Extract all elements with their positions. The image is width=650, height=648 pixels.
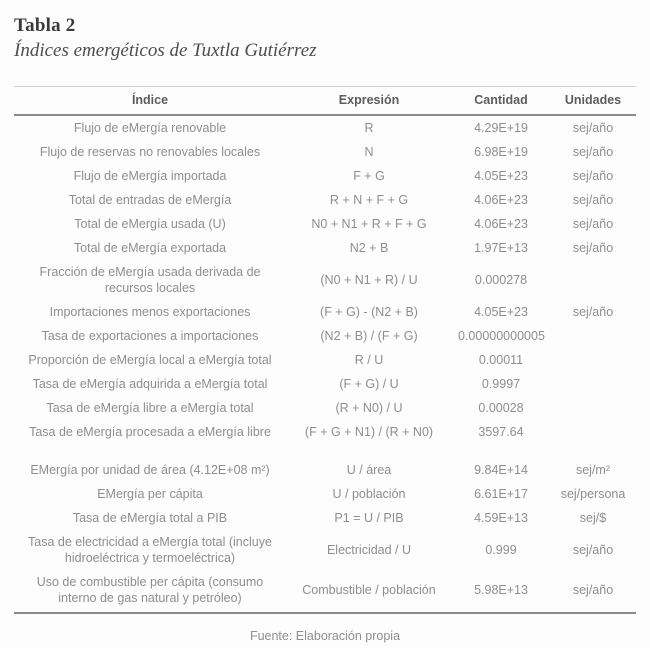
cell-cantidad: 0.999 (485, 543, 517, 557)
cell-cantidad: 0.00000000005 (458, 329, 545, 343)
table-row (14, 372, 636, 396)
cell-cantidad: 4.06E+23 (474, 193, 528, 207)
section-spacer-cell (14, 444, 636, 458)
cell-unidades: sej/año (572, 121, 614, 135)
cell-cantidad: 4.05E+23 (474, 169, 528, 183)
table-title: Tabla 2 (14, 15, 76, 36)
cell-cantidad: 9.84E+14 (474, 463, 528, 477)
table-source-note: Fuente: Elaboración propia (249, 629, 401, 643)
cell-cantidad: 0.000278 (474, 273, 528, 287)
cell-cantidad: 0.00028 (478, 401, 524, 415)
table-row (14, 396, 636, 420)
section-spacer-row (14, 444, 636, 458)
cell-cantidad: 0.9997 (481, 377, 521, 391)
column-header-cantidad: Cantidad (452, 87, 550, 116)
cell-cantidad: 6.98E+19 (474, 145, 528, 159)
cell-indice: Tasa de eMergía total a PIB (72, 511, 228, 525)
cell-unidades (550, 324, 636, 348)
cell-unidades: sej/año (572, 217, 614, 231)
cell-expresion: (N2 + B) / (F + G) (320, 329, 418, 343)
table-row (14, 506, 636, 530)
cell-expresion: U / área (346, 463, 392, 477)
cell-indice: EMergía por unidad de área (4.12E+08 m²) (30, 463, 270, 477)
cell-unidades: sej/persona (560, 487, 626, 501)
cell-expresion: R / U (354, 353, 384, 367)
column-header-indice: Índice (14, 87, 286, 116)
column-header-unidades: Unidades (550, 87, 636, 116)
table-body (14, 115, 636, 613)
table-row (14, 324, 636, 348)
table-row (14, 458, 636, 482)
cell-unidades (550, 372, 636, 396)
cell-cantidad: 0.00011 (478, 353, 524, 367)
cell-indice: Importaciones menos exportaciones (49, 305, 251, 319)
cell-expresion: N (364, 145, 374, 159)
cell-expresion: N0 + N1 + R + F + G (311, 217, 427, 231)
cell-indice: Uso de combustible per cápita (consumo interno de gas natural y petróleo) (14, 570, 286, 613)
table-row (14, 570, 636, 613)
cell-expresion: Electricidad / U (326, 543, 412, 557)
cell-cantidad: 4.06E+23 (474, 217, 528, 231)
cell-expresion: F + G (353, 169, 385, 183)
cell-unidades (550, 396, 636, 420)
cell-indice: Fracción de eMergía usada derivada de recursos locales (39, 265, 261, 295)
table-row (14, 212, 636, 236)
table-row (14, 164, 636, 188)
table-row (14, 420, 636, 444)
cell-unidades: sej/año (572, 241, 614, 255)
cell-expresion: R (364, 121, 374, 135)
cell-expresion: (F + G) / U (339, 377, 399, 391)
cell-indice: Tasa de eMergía procesada a eMergía libre (29, 425, 271, 439)
cell-unidades (550, 348, 636, 372)
cell-expresion: (F + G + N1) / (R + N0) (304, 425, 434, 439)
cell-expresion: N2 + B (349, 241, 389, 255)
cell-unidades: sej/año (572, 305, 614, 319)
table-row (14, 530, 636, 570)
table-row (14, 482, 636, 506)
cell-expresion: (F + G) - (N2 + B) (320, 305, 418, 319)
cell-unidades: sej/año (572, 145, 614, 159)
cell-expresion: P1 = U / PIB (334, 511, 404, 525)
cell-expresion: U / población (332, 487, 406, 501)
cell-unidades (550, 260, 636, 300)
cell-indice: Flujo de eMergía importada (73, 169, 227, 183)
cell-indice: Tasa de electricidad a eMergía total (incluye hidroeléctrica y termoeléctrica) (28, 535, 272, 565)
cell-indice: Tasa de exportaciones a importaciones (41, 329, 259, 343)
cell-indice: Tasa de eMergía libre a eMergía total (46, 401, 254, 415)
cell-unidades: sej/año (550, 570, 636, 613)
cell-expresion: R + N + F + G (329, 193, 409, 207)
table-header-row (14, 87, 636, 116)
table-row (14, 188, 636, 212)
emergy-indices-table (14, 86, 636, 614)
cell-indice: EMergía per cápita (97, 487, 203, 501)
cell-indice: Total de eMergía usada (U) (74, 217, 226, 231)
cell-cantidad: 5.98E+13 (452, 570, 550, 613)
table-row (14, 236, 636, 260)
cell-cantidad: 3597.64 (478, 425, 524, 439)
cell-indice: Total de entradas de eMergía (68, 193, 232, 207)
cell-indice: Flujo de reservas no renovables locales (39, 145, 261, 159)
cell-cantidad: 4.59E+13 (474, 511, 528, 525)
cell-unidades: sej/año (572, 169, 614, 183)
cell-expresion: (R + N0) / U (335, 401, 403, 415)
table-row (14, 300, 636, 324)
table-row (14, 348, 636, 372)
cell-indice: Flujo de eMergía renovable (73, 121, 227, 135)
cell-unidades (550, 420, 636, 444)
column-header-expresion: Expresión (286, 87, 452, 116)
cell-unidades: sej/año (572, 193, 614, 207)
cell-expresion: (N0 + N1 + R) / U (320, 273, 418, 287)
cell-unidades: sej/año (572, 543, 614, 557)
cell-unidades: sej/m² (575, 463, 611, 477)
table-row (14, 140, 636, 164)
cell-cantidad: 4.05E+23 (474, 305, 528, 319)
cell-cantidad: 4.29E+19 (474, 121, 528, 135)
cell-cantidad: 6.61E+17 (474, 487, 528, 501)
cell-indice: Total de eMergía exportada (73, 241, 227, 255)
cell-indice: Tasa de eMergía adquirida a eMergía total (32, 377, 268, 391)
cell-indice: Proporción de eMergía local a eMergía total (28, 353, 272, 367)
cell-unidades: sej/$ (579, 511, 607, 525)
table-row (14, 115, 636, 140)
cell-cantidad: 1.97E+13 (474, 241, 528, 255)
cell-expresion: Combustible / población (286, 570, 452, 613)
table-row (14, 260, 636, 300)
table-subtitle: Índices emergéticos de Tuxtla Gutiérrez (14, 40, 317, 61)
